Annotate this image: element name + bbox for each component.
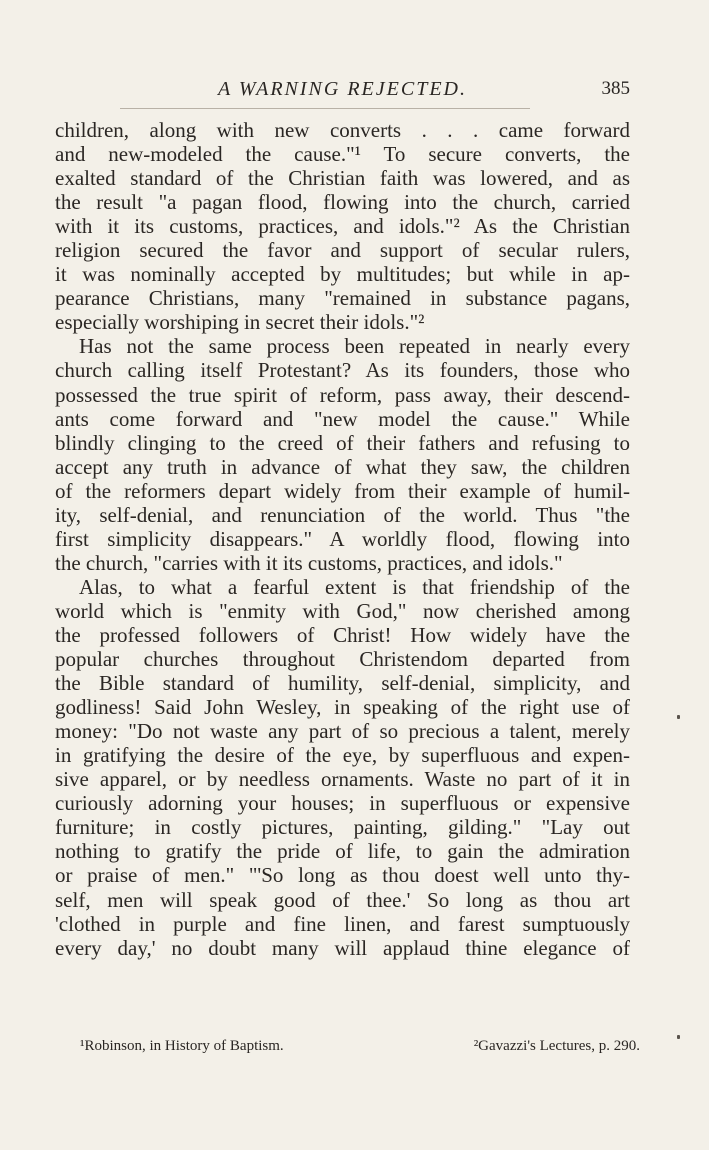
footnote-2: ²Gavazzi's Lectures, p. 290. [473, 1038, 640, 1054]
text-line: money: "Do not waste any part of so precious a talent, merely [55, 719, 630, 744]
text-line: self, men will speak good of thee.' So long as thou art [55, 887, 630, 912]
text-line: religion secured the favor and support of secular rulers, [55, 238, 630, 263]
text-line: children, along with new converts . . . came forward [55, 118, 630, 142]
text-line: ity, self-denial, and renunciation of the world. Thus "the [55, 502, 630, 527]
text-line: furniture; in costly pictures, painting, gilding." "Lay out [55, 815, 630, 840]
text-line: the church, "carries with it its customs, practices, and idols." [55, 550, 563, 575]
footnotes [80, 1038, 640, 1055]
text-line: accept any truth in advance of what they saw, the children [55, 454, 630, 479]
text-line: or praise of men." "'So long as thou doest well unto thy- [55, 863, 630, 888]
text-line: popular churches throughout Christendom departed from [55, 647, 630, 672]
text-line: sive apparel, or by needless ornaments. Waste no part of it in [55, 767, 630, 792]
page-number: 385 [601, 78, 630, 99]
text-line: nothing to gratify the pride of life, to gain the admiration [55, 839, 630, 864]
text-line: blindly clinging to the creed of their fathers and refusing to [55, 430, 630, 455]
text-line: Alas, to what a fearful extent is that friendship of the [79, 574, 630, 599]
text-line: the result "a pagan flood, flowing into the church, carried [55, 190, 630, 215]
text-line: and new-modeled the cause."¹ To secure converts, the [55, 142, 630, 167]
text-line: ants come forward and "new model the cause." While [55, 406, 630, 431]
text-line: the professed followers of Christ! How widely have the [55, 622, 630, 647]
margin-speck [677, 1035, 680, 1039]
running-header [55, 78, 630, 104]
text-line: especially worshiping in secret their idols."² [55, 310, 425, 335]
text-line: Has not the same process been repeated in nearly every [79, 334, 630, 359]
text-line: first simplicity disappears." A worldly flood, flowing into [55, 526, 630, 551]
text-line: church calling itself Protestant? As its founders, those who [55, 358, 630, 383]
body-text [55, 118, 630, 960]
text-line: with it its customs, practices, and idols."² As the Christian [55, 214, 630, 239]
text-line: in gratifying the desire of the eye, by superfluous and expen- [55, 743, 630, 768]
text-line: the Bible standard of humility, self-denial, simplicity, and [55, 671, 630, 696]
text-line: godliness! Said John Wesley, in speaking of the right use of [55, 695, 630, 720]
text-line: exalted standard of the Christian faith was lowered, and as [55, 166, 630, 191]
text-line: world which is "enmity with God," now cherished among [55, 598, 630, 623]
footnote-1: ¹Robinson, in History of Baptism. [80, 1038, 284, 1054]
running-title: A WARNING REJECTED. [218, 78, 467, 100]
text-line: of the reformers depart widely from their example of humil- [55, 478, 630, 503]
text-line: every day,' no doubt many will applaud thine elegance of [55, 935, 630, 960]
text-line: it was nominally accepted by multitudes; but while in ap- [55, 262, 630, 287]
text-line: 'clothed in purple and fine linen, and farest sumptuously [55, 911, 630, 936]
header-rule [120, 108, 530, 109]
text-line: possessed the true spirit of reform, pass away, their descend- [55, 382, 630, 407]
text-line: pearance Christians, many "remained in substance pagans, [55, 286, 630, 311]
text-line: curiously adorning your houses; in superfluous or expensive [55, 791, 630, 816]
margin-speck [677, 715, 680, 719]
